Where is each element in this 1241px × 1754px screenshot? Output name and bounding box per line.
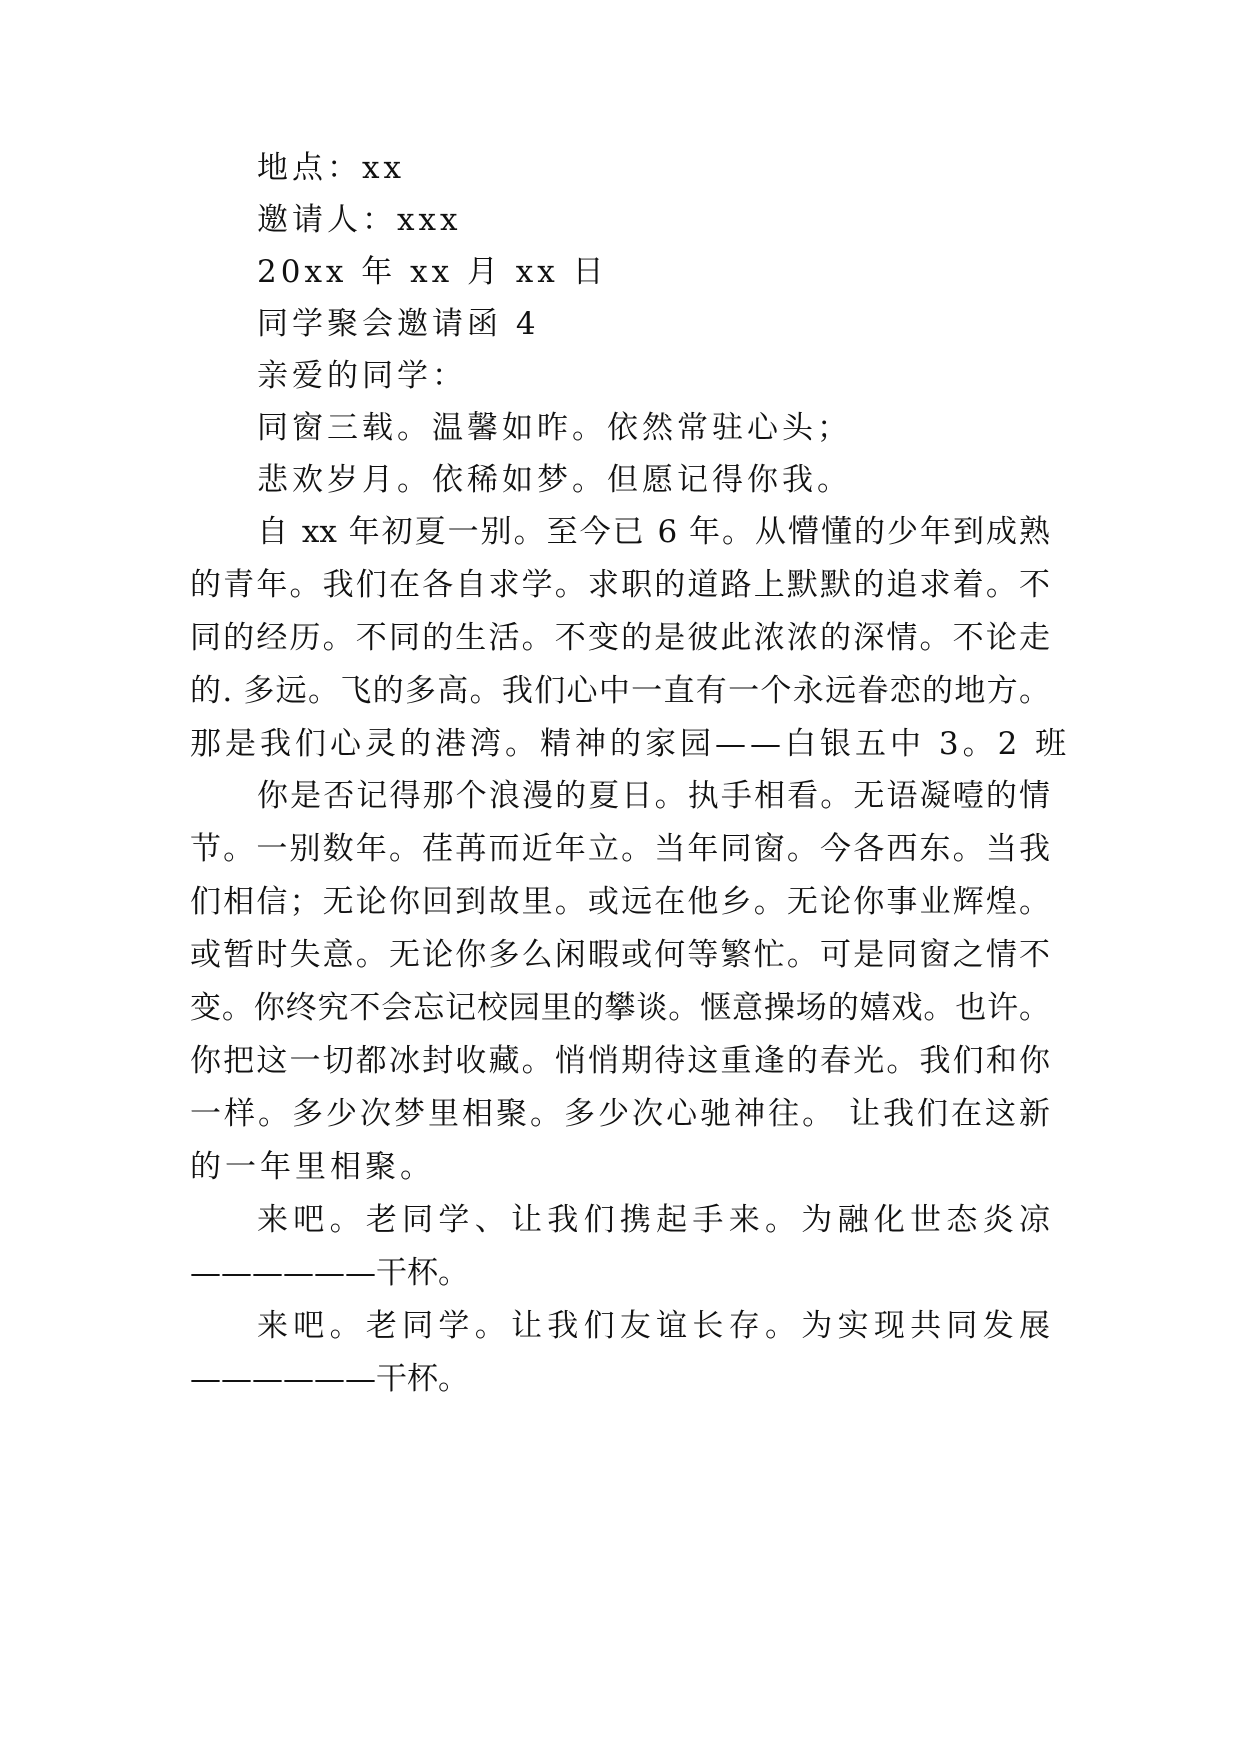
letter-title: 同学聚会邀请函 4 xyxy=(257,306,540,342)
date-line: 20xx 年 xx 月 xx 日 xyxy=(257,254,608,290)
inviter-line: 邀请人：xxx xyxy=(257,202,462,238)
paragraph2-line: 一样。多少次梦里相聚。多少次心驰神往。 让我们在这新 xyxy=(190,1096,1050,1132)
salutation: 亲爱的同学： xyxy=(257,358,467,394)
paragraph2-line: 的一年里相聚。 xyxy=(190,1149,435,1185)
verse-line-2: 悲欢岁月。依稀如梦。但愿记得你我。 xyxy=(257,462,852,498)
location-line: 地点：xx xyxy=(257,150,405,186)
paragraph4-line: ——————干杯。 xyxy=(190,1361,469,1397)
paragraph3-line: 来吧。老同学、让我们携起手来。为融化世态炎凉 xyxy=(257,1202,1050,1238)
paragraph1-line: 自 xx 年初夏一别。至今已 6 年。从懵懂的少年到成熟 xyxy=(257,514,1050,550)
verse-line-1: 同窗三载。温馨如昨。依然常驻心头； xyxy=(257,410,852,446)
paragraph2-line: 变。你终究不会忘记校园里的攀谈。惬意操场的嬉戏。也许。 xyxy=(190,990,1050,1026)
paragraph2-line: 节。一别数年。荏苒而近年立。当年同窗。今各西东。当我 xyxy=(190,831,1050,867)
paragraph1-line: 同的经历。不同的生活。不变的是彼此浓浓的深情。不论走 xyxy=(190,620,1050,656)
paragraph3-line: ——————干杯。 xyxy=(190,1255,469,1291)
paragraph2-line: 或暂时失意。无论你多么闲暇或何等繁忙。可是同窗之情不 xyxy=(190,937,1050,973)
paragraph2-line: 你是否记得那个浪漫的夏日。执手相看。无语凝噎的情 xyxy=(257,778,1050,814)
paragraph2-line: 们相信；无论你回到故里。或远在他乡。无论你事业辉煌。 xyxy=(190,884,1050,920)
paragraph1-line: 的. 多远。飞的多高。我们心中一直有一个永远眷恋的地方。 xyxy=(190,673,1050,709)
paragraph1-line: 的青年。我们在各自求学。求职的道路上默默的追求着。不 xyxy=(190,567,1050,603)
paragraph1-line: 那是我们心灵的港湾。精神的家园——白银五中 3。2 班 xyxy=(190,726,1071,762)
paragraph4-line: 来吧。老同学。让我们友谊长存。为实现共同发展 xyxy=(257,1308,1050,1344)
paragraph2-line: 你把这一切都冰封收藏。悄悄期待这重逢的春光。我们和你 xyxy=(190,1043,1050,1079)
